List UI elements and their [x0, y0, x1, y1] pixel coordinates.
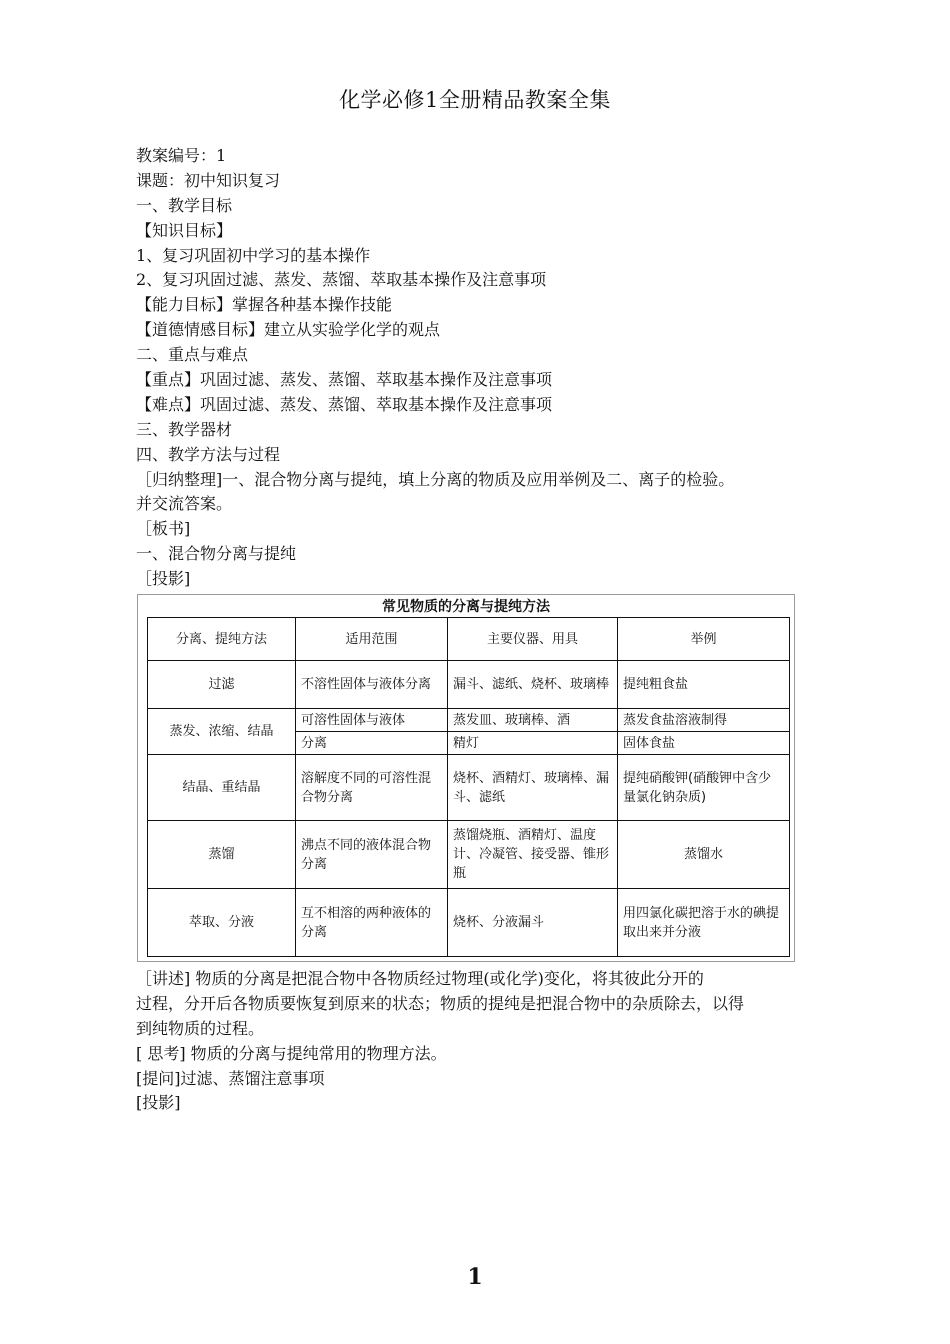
text-line: 到纯物质的过程。 [136, 1018, 265, 1038]
text-line: [ 思考] 物质的分离与提纯常用的物理方法。 [136, 1043, 447, 1063]
tools-cell: 蒸发皿、玻璃棒、酒 [448, 709, 618, 732]
text-line: ［投影] [136, 569, 191, 589]
method-cell: 蒸发、浓缩、结晶 [148, 709, 296, 755]
table-header-row [148, 618, 790, 661]
text-line: 一、教学目标 [136, 195, 233, 215]
lower-body-text [136, 967, 866, 1116]
text-line: 1、复习巩固初中学习的基本操作 [136, 245, 371, 265]
text-line: ［板书] [136, 519, 191, 539]
text-line: 【知识目标】 [136, 220, 233, 240]
text-line: 二、重点与难点 [136, 345, 249, 365]
example-cell: 用四氯化碳把溶于水的碘提取出来并分液 [618, 889, 790, 957]
example-cell: 提纯粗食盐 [618, 661, 790, 709]
text-line: 三、教学器材 [136, 419, 233, 439]
text-line: 【能力目标】掌握各种基本操作技能 [136, 295, 393, 315]
text-line: [投影] [136, 1093, 181, 1113]
tools-cell: 漏斗、滤纸、烧杯、玻璃棒 [448, 661, 618, 709]
separation-methods-figure [137, 594, 795, 962]
scope-cell: 可溶性固体与液体 [296, 709, 448, 732]
text-line: 过程，分开后各物质要恢复到原来的状态；物质的提纯是把混合物中的杂质除去，以得 [136, 993, 745, 1013]
text-line: 一、混合物分离与提纯 [136, 544, 297, 564]
text-line: ［归纳整理]一、混合物分离与提纯，填上分离的物质及应用举例及二、离子的检验。 [136, 469, 735, 489]
text-line: [提问]过滤、蒸馏注意事项 [136, 1068, 325, 1088]
table-caption: 常见物质的分离与提纯方法 [382, 599, 550, 615]
method-cell: 过滤 [148, 661, 296, 709]
tools-cell: 烧杯、分液漏斗 [448, 889, 618, 957]
text-line: ［讲述] 物质的分离是把混合物中各物质经过物理(或化学)变化，将其彼此分开的 [136, 969, 704, 988]
body-text [136, 144, 866, 592]
text-line: 教案编号：1 [136, 146, 227, 165]
text-line: 【重点】巩固过滤、蒸发、蒸馏、萃取基本操作及注意事项 [136, 370, 553, 390]
example-cell: 蒸发食盐溶液制得 [618, 709, 790, 732]
scope-cell: 互不相溶的两种液体的分离 [296, 889, 448, 957]
page-number: 1 [467, 1264, 483, 1290]
text-line: 【道德情感目标】建立从实验学化学的观点 [136, 320, 441, 340]
header-cell: 分离、提纯方法 [148, 618, 296, 661]
table-row [148, 709, 790, 732]
table-row [148, 821, 790, 889]
text-line: 2、复习巩固过滤、蒸发、蒸馏、萃取基本操作及注意事项 [136, 270, 547, 290]
table-row [148, 755, 790, 821]
text-line: 课题：初中知识复习 [136, 170, 281, 190]
header-cell: 主要仪器、用具 [448, 618, 618, 661]
header-cell: 适用范围 [296, 618, 448, 661]
example-cell: 蒸馏水 [618, 821, 790, 889]
scope-cell: 分离 [296, 732, 448, 755]
text-line: 四、教学方法与过程 [136, 444, 281, 464]
scope-cell: 沸点不同的液体混合物分离 [296, 821, 448, 889]
method-cell: 结晶、重结晶 [148, 755, 296, 821]
method-cell: 萃取、分液 [148, 889, 296, 957]
separation-methods-table [147, 617, 790, 957]
scope-cell: 溶解度不同的可溶性混合物分离 [296, 755, 448, 821]
text-line: 并交流答案。 [136, 494, 233, 514]
tools-cell: 精灯 [448, 732, 618, 755]
document-title: 化学必修1全册精品教案全集 [339, 88, 611, 112]
text-line: 【难点】巩固过滤、蒸发、蒸馏、萃取基本操作及注意事项 [136, 394, 553, 414]
example-cell: 提纯硝酸钾(硝酸钾中含少量氯化钠杂质) [618, 755, 790, 821]
example-cell: 固体食盐 [618, 732, 790, 755]
table-row [148, 661, 790, 709]
tools-cell: 蒸馏烧瓶、酒精灯、温度计、冷凝管、接受器、锥形瓶 [448, 821, 618, 889]
scope-cell: 不溶性固体与液体分离 [296, 661, 448, 709]
header-cell: 举例 [618, 618, 790, 661]
method-cell: 蒸馏 [148, 821, 296, 889]
table-row [148, 889, 790, 957]
tools-cell: 烧杯、酒精灯、玻璃棒、漏斗、滤纸 [448, 755, 618, 821]
